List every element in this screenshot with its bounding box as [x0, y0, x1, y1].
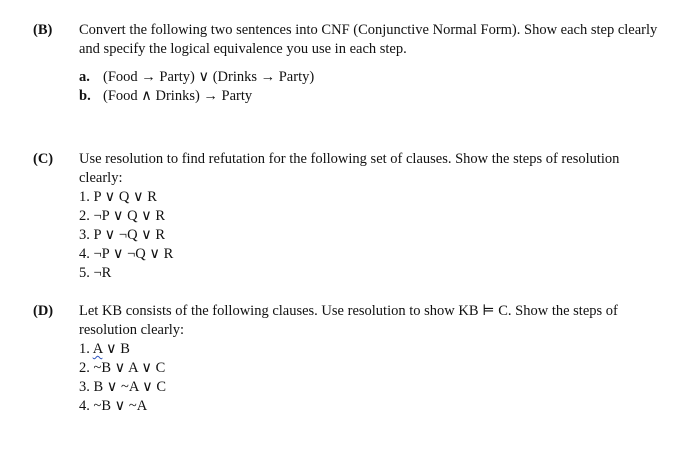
question-d-content — [79, 302, 664, 416]
clause-item: 3. B ∨ ~A ∨ C — [79, 379, 167, 395]
question-d-prompt: Let KB consists of the following clauses. Use resolution to show KB ⊨ C. Show the steps of resolution clearly: — [79, 303, 618, 338]
clause-item — [79, 340, 664, 359]
item-letter: a. — [79, 69, 90, 85]
question-c-prompt: Use resolution to find refutation for the following set of clauses. Show the steps of resolution clearly: — [79, 151, 620, 186]
question-b-content — [79, 21, 664, 106]
question-d-clauses — [79, 340, 664, 416]
question-c-clauses — [79, 188, 664, 283]
spellcheck-flagged-word: A — [92, 341, 103, 357]
question-b-items — [79, 68, 664, 106]
item-text: (Food → Party) ∨ (Drinks → Party) — [103, 69, 315, 85]
question-c-content — [79, 150, 664, 283]
question-b-prompt: Convert the following two sentences into CNF (Conjunctive Normal Form). Show each step clearly and specify the logical equivalence you use in each step. — [79, 22, 658, 57]
item-text: (Food ∧ Drinks) → Party — [103, 88, 253, 104]
clause-item: 4. ¬P ∨ ¬Q ∨ R — [79, 246, 174, 262]
item-letter: b. — [79, 88, 91, 104]
clause-prefix: 1. — [79, 341, 93, 357]
clause-item: 3. P ∨ ¬Q ∨ R — [79, 227, 166, 243]
clause-rest: ∨ B — [102, 341, 130, 357]
question-b-item-a — [79, 68, 664, 87]
question-b-item-b — [79, 87, 664, 106]
clause-item: 2. ~B ∨ A ∨ C — [79, 360, 166, 376]
question-b-label: (B) — [33, 22, 53, 38]
clause-item: 4. ~B ∨ ~A — [79, 398, 148, 414]
question-d-label: (D) — [33, 303, 54, 319]
clause-item: 5. ¬R — [79, 265, 112, 281]
question-c-label: (C) — [33, 151, 54, 167]
clause-item: 1. P ∨ Q ∨ R — [79, 189, 157, 205]
clause-item: 2. ¬P ∨ Q ∨ R — [79, 208, 166, 224]
